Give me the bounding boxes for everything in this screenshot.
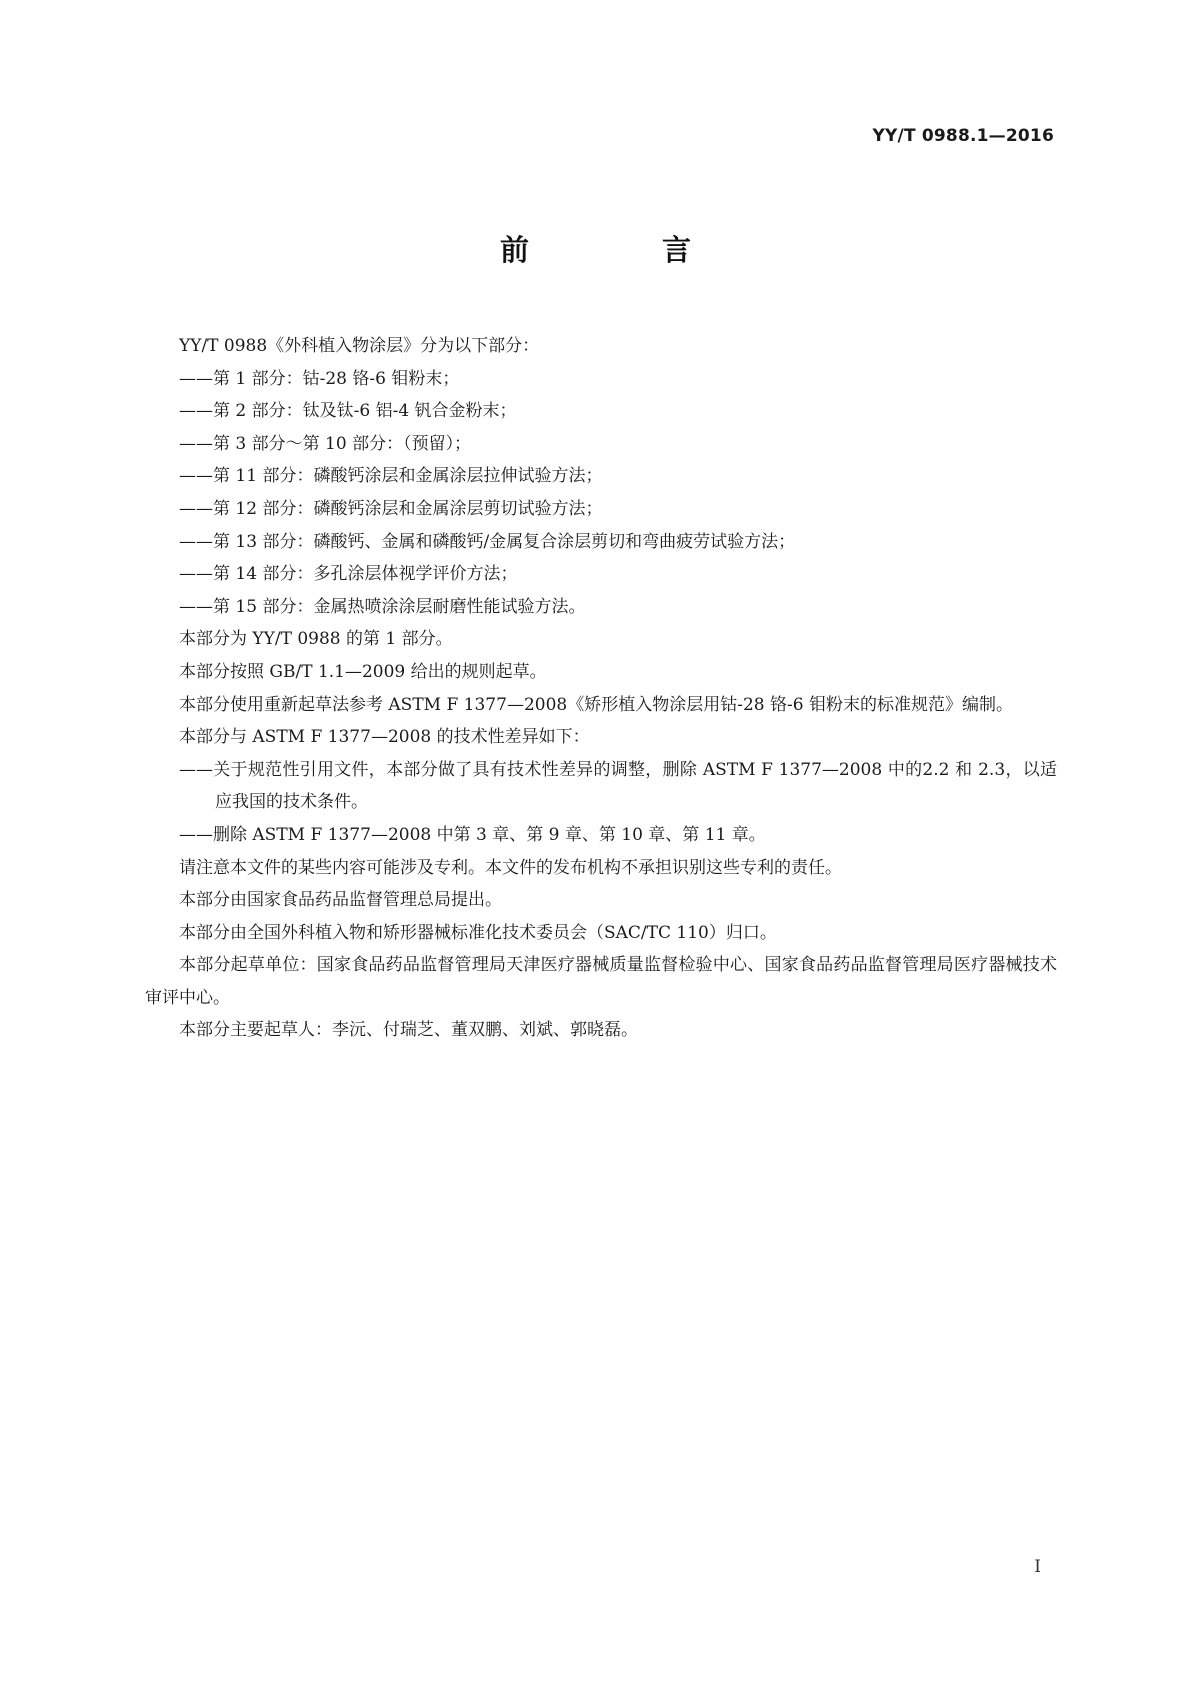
list-item-part-12: ——第 12 部分：磷酸钙涂层和金属涂层剪切试验方法；	[179, 498, 603, 519]
paragraph-part-identity: 本部分为 YY/T 0988 的第 1 部分。	[179, 629, 453, 650]
paragraph-differences-intro: 本部分与 ASTM F 1377—2008 的技术性差异如下：	[179, 727, 590, 748]
document-body	[145, 330, 1057, 1047]
paragraph-drafters: 本部分主要起草人：李沅、付瑞芝、董双鹏、刘斌、郭晓磊。	[179, 1020, 638, 1041]
paragraph-committee: 本部分由全国外科植入物和矫形器械标准化技术委员会（SAC/TC 110）归口。	[179, 922, 777, 943]
list-item-part-1: ——第 1 部分：钴-28 铬-6 钼粉末；	[179, 368, 460, 389]
page-title: 前 言	[499, 233, 743, 267]
paragraph-intro: YY/T 0988《外科植入物涂层》分为以下部分：	[179, 336, 540, 356]
paragraph-reference-method: 本部分使用重新起草法参考 ASTM F 1377—2008《矫形植入物涂层用钴-28 铬-6 钼粉末的标准规范》编制。	[179, 694, 1013, 715]
paragraph-drafting-rules: 本部分按照 GB/T 1.1—2009 给出的规则起草。	[179, 661, 547, 682]
list-item-part-14: ——第 14 部分：多孔涂层体视学评价方法；	[179, 564, 518, 585]
paragraph-drafting-units: 本部分起草单位：国家食品药品监督管理局天津医疗器械质量监督检验中心、国家食品药品监督管理局医疗器械技术审评中心。	[145, 955, 1057, 1008]
list-item-part-13: ——第 13 部分：磷酸钙、金属和磷酸钙/金属复合涂层剪切和弯曲疲劳试验方法；	[179, 531, 796, 552]
paragraph-proposer: 本部分由国家食品药品监督管理总局提出。	[179, 890, 502, 911]
list-item-part-11: ——第 11 部分：磷酸钙涂层和金属涂层拉伸试验方法；	[179, 466, 603, 487]
list-item-difference-2: ——删除 ASTM F 1377—2008 中第 3 章、第 9 章、第 10 章、第 11 章。	[179, 824, 766, 845]
paragraph-patent-notice: 请注意本文件的某些内容可能涉及专利。本文件的发布机构不承担识别这些专利的责任。	[179, 857, 842, 878]
list-item-part-2: ——第 2 部分：钛及钛-6 铝-4 钒合金粉末；	[179, 401, 517, 422]
page-number: I	[1034, 1557, 1041, 1577]
standard-code: YY/T 0988.1—2016	[872, 126, 1054, 146]
list-item-difference-1: ——关于规范性引用文件，本部分做了具有技术性差异的调整，删除 ASTM F 1377—2008 中的2.2 和 2.3，以适应我国的技术条件。	[179, 759, 1057, 813]
list-item-part-15: ——第 15 部分：金属热喷涂涂层耐磨性能试验方法。	[179, 596, 586, 617]
list-item-part-3-10: ——第 3 部分～第 10 部分：（预留）；	[179, 433, 472, 454]
